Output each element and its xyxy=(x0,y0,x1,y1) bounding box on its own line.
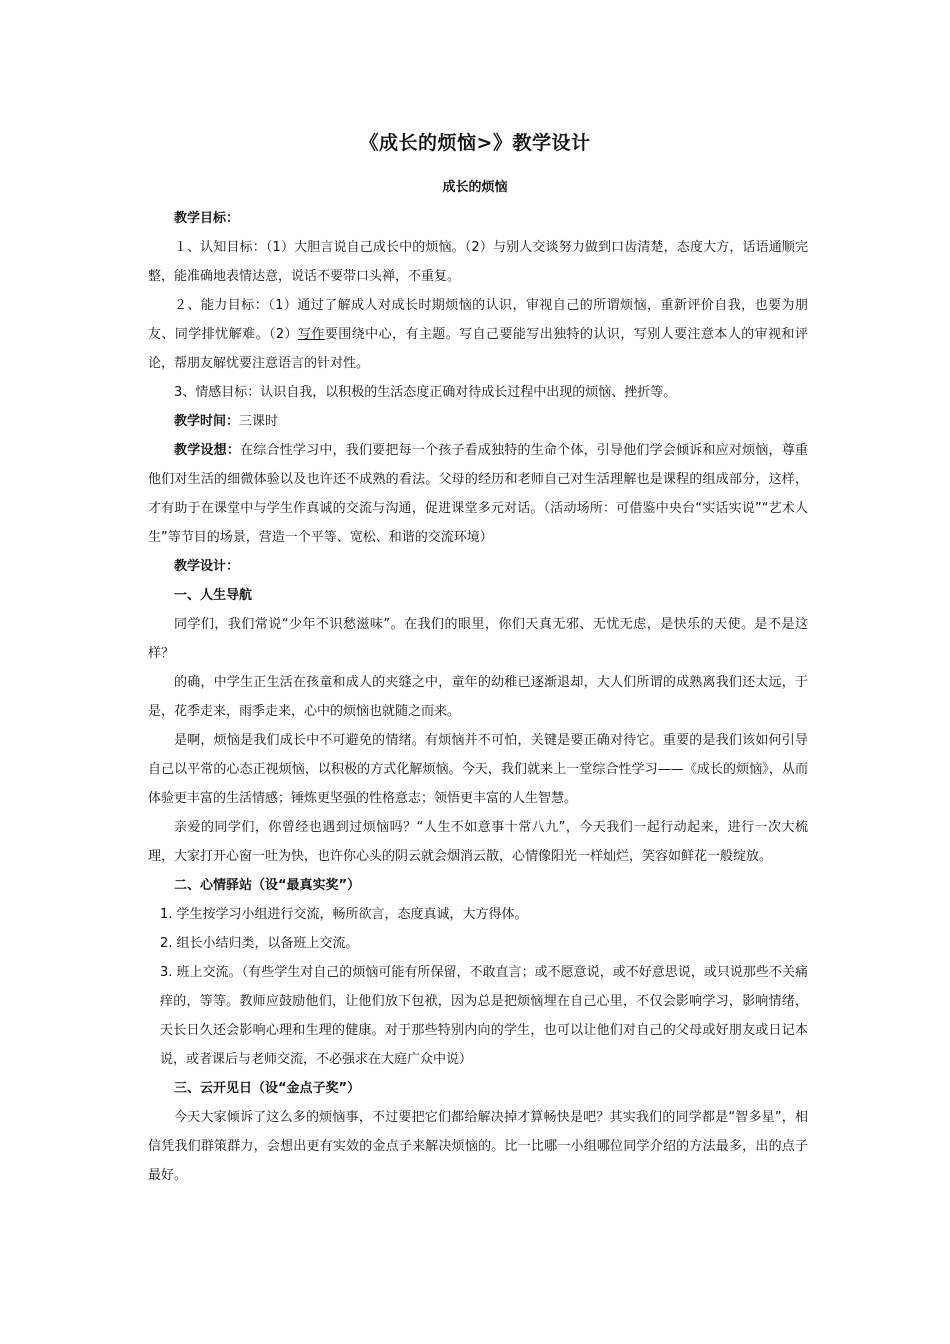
writing-link[interactable]: 写作 xyxy=(297,327,325,342)
teaching-idea-text: 在综合性学习中，我们要把每一个孩子看成独特的生命个体，引导他们学会倾诉和应对烦恼，尊重他们对生活的细微体验以及也许还不成熟的看法。父母的经历和老师自己对生活理解也是课程的组成部分，这样，才有助于在课堂中与学生作真诚的交流与沟通，促进课堂多元对话。（活动场所：可借鉴中央台“实话实说”“艺术人生”等节目的场景，营造一个平等、宽松、和谐的交流环境） xyxy=(148,443,808,545)
section1-paragraph: 是啊，烦恼是我们成长中不可避免的情绪。有烦恼并不可怕，关键是要正确对待它。重要的是我们该如何引导自己以平常的心态正视烦恼，以积极的方式化解烦恼。今天，我们就来上一堂综合性学习——《成长的烦恼》，从而体验更丰富的生活情感；锤炼更坚强的性格意志；领悟更丰富的人生智慧。 xyxy=(148,733,808,806)
section1-heading: 一、人生导航 xyxy=(174,588,253,603)
section2-list-item: 1. 学生按学习小组进行交流，畅所欲言，态度真诚，大方得体。 xyxy=(160,907,528,922)
section3-heading: 三、云开见日（设“金点子奖”） xyxy=(174,1081,361,1096)
goals-heading: 教学目标： xyxy=(174,211,240,226)
section2-heading: 二、心情驿站（设“最真实奖”） xyxy=(174,878,361,893)
goal-ability-text-b: 要围绕中心，有主题。写自己要能写出独特的认识，写别人要注意本人的审视和评论，帮朋友解忧要注意语言的针对性。 xyxy=(148,327,808,371)
teaching-idea-label: 教学设想： xyxy=(174,443,241,458)
section2-list-item: 2. 组长小结归类，以备班上交流。 xyxy=(160,936,359,951)
goal-emotional: 3、情感目标：认识自我，以积极的生活态度正确对待成长过程中出现的烦恼、挫折等。 xyxy=(174,385,677,400)
section1-paragraph: 亲爱的同学们，你曾经也遇到过烦恼吗？“人生不如意事十常八九”，今天我们一起行动起来，进行一次大梳理，大家打开心窗一吐为快，也许你心头的阴云就会烟消云散，心情像阳光一样灿烂，笑容如鲜花一般绽放。 xyxy=(148,820,808,864)
teaching-time xyxy=(148,407,808,436)
teaching-time-label: 教学时间： xyxy=(174,414,240,429)
section2-list-item: 3. 班上交流。（有些学生对自己的烦恼可能有所保留，不敢直言；或不愿意说，或不好意思说，或只说那些不关痛痒的，等等。教师应鼓励他们，让他们放下包袱，因为总是把烦恼埋在自己心里，不仅会影响学习，影响情绪，天长日久还会影响心理和生理的健康。对于那些特别内向的学生，也可以让他们对自己的父母或好朋友或日记本说，或者课后与老师交流，不必强求在大庭广众中说） xyxy=(160,965,808,1067)
section1-paragraph: 同学们，我们常说“少年不识愁滋味”。在我们的眼里，你们天真无邪、无忧无虑，是快乐的天使。是不是这样？ xyxy=(148,617,808,661)
document-subtitle: 成长的烦恼 xyxy=(442,180,508,195)
goal-ability xyxy=(148,291,808,378)
teaching-time-value: 三课时 xyxy=(239,414,279,429)
section3-paragraph: 今天大家倾诉了这么多的烦恼事，不过要把它们都给解决掉才算畅快是吧？其实我们的同学都是“智多星”，相信凭我们群策群力，会想出更有实效的金点子来解决烦恼的。比一比哪一小组哪位同学介绍的方法最多，出的点子最好。 xyxy=(148,1110,808,1183)
document-title: 《成长的烦恼>》教学设计 xyxy=(359,132,591,154)
section1-paragraph: 的确，中学生正生活在孩童和成人的夹缝之中，童年的幼稚已逐渐退却，大人们所谓的成熟离我们还太远，于是，花季走来，雨季走来，心中的烦恼也就随之而来。 xyxy=(148,675,808,719)
goal-cognitive: １、认知目标：（1）大胆言说自己成长中的烦恼。（2）与别人交谈努力做到口齿清楚，态度大方，话语通顺完整，能准确地表情达意，说话不要带口头禅，不重复。 xyxy=(148,240,808,284)
teaching-idea xyxy=(148,436,808,552)
goal-ability-text-a: ２、能力目标：（1）通过了解成人对成长时期烦恼的认识，审视自己的所谓烦恼，重新评价自我，也要为朋友、同学排忧解难。（2） xyxy=(148,298,808,342)
document-body xyxy=(148,204,808,1190)
design-heading: 教学设计： xyxy=(174,559,240,574)
